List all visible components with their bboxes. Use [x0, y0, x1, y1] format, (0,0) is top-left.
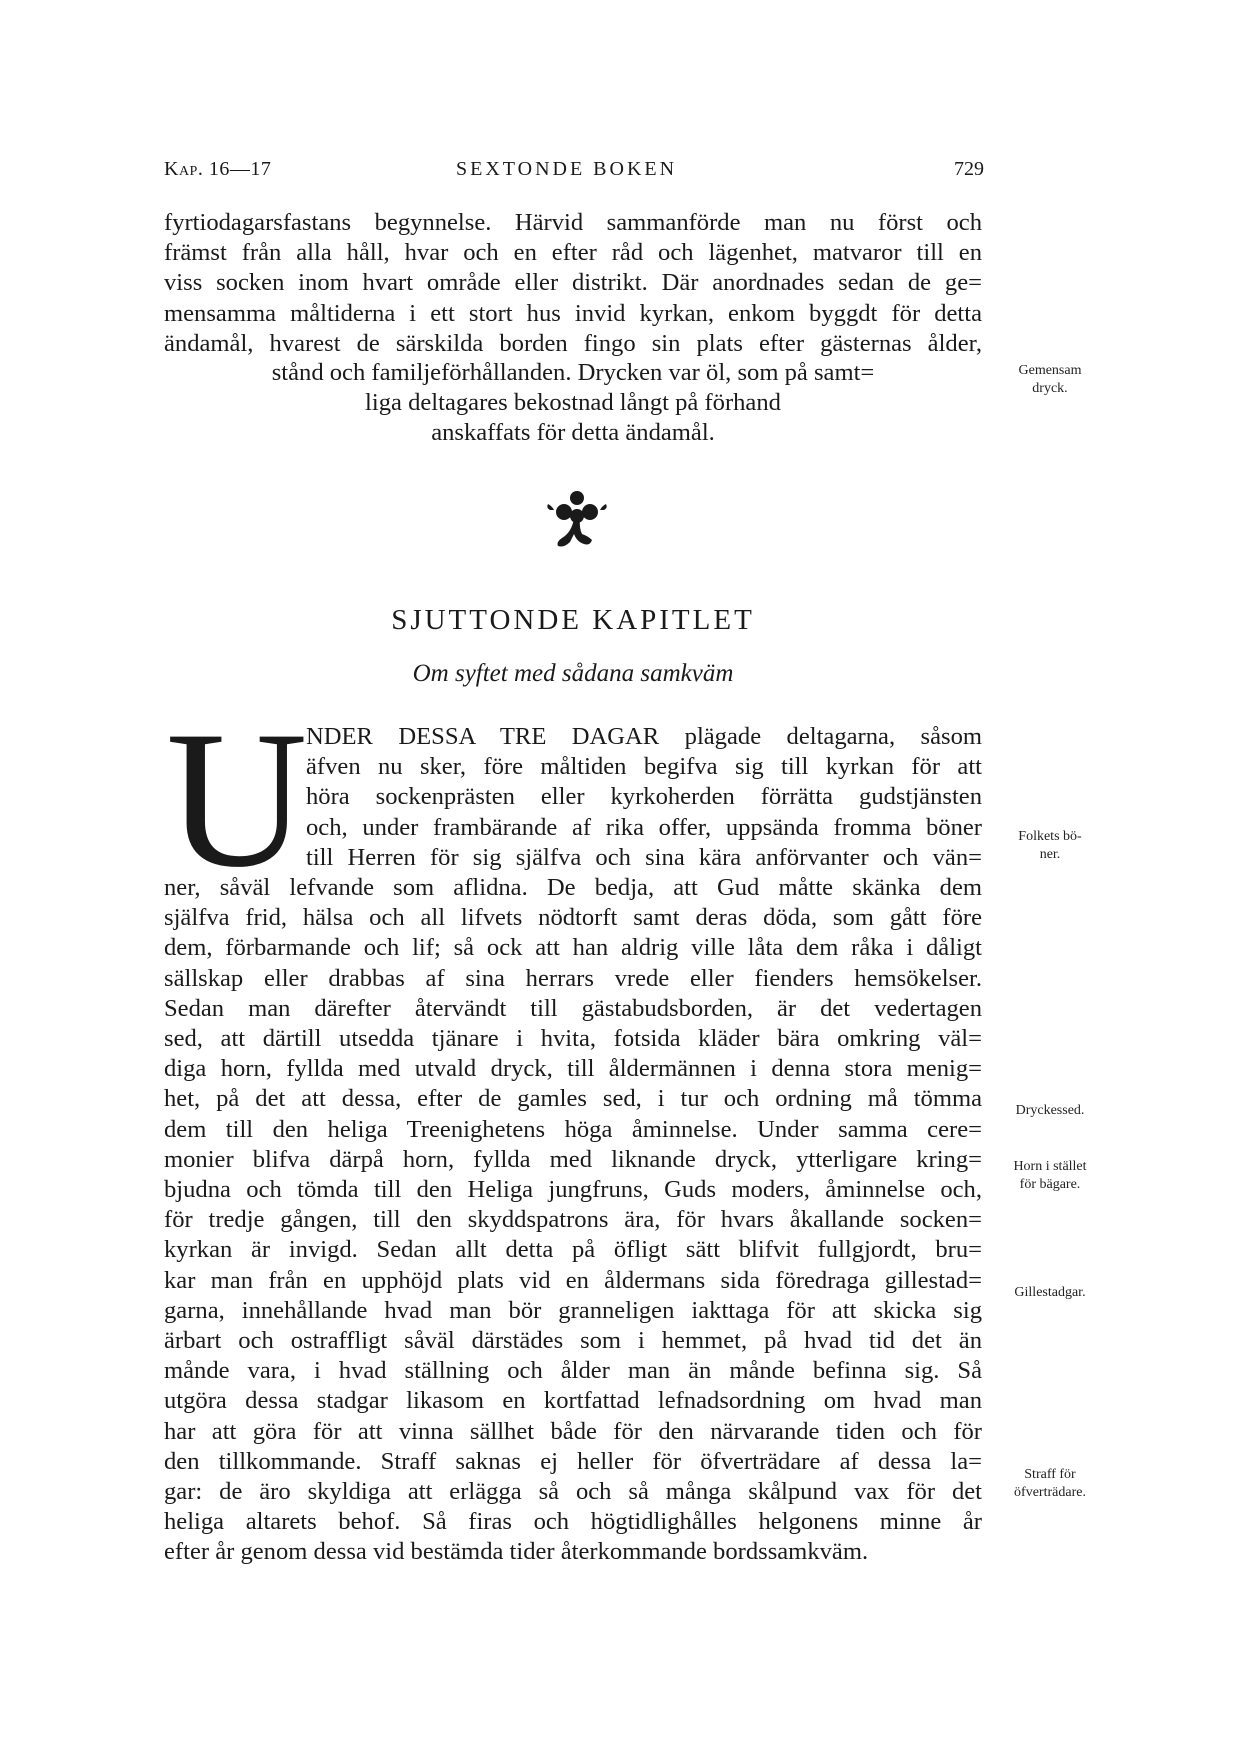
text-line: gar: de äro skyldiga att erlägga så och så många skålpund vax för det	[164, 1478, 982, 1506]
margin-note-horn	[990, 1158, 1110, 1194]
page-number: 729	[954, 158, 984, 180]
text-line: Sedan man därefter återvändt till gästabudsborden, är det vedertagen	[164, 994, 982, 1022]
text-line: het, på det att dessa, efter de gamles sed, i tur och ordning må tömma	[164, 1085, 982, 1113]
margin-note-line: dryck.	[1032, 381, 1068, 396]
margin-note-gillestadgar	[990, 1284, 1110, 1302]
chapter-title: SJUTTONDE KAPITLET	[391, 604, 755, 636]
fleuron-icon	[544, 488, 610, 554]
chapter-range: Kap. 16—17	[164, 158, 272, 180]
text-line: den tillkommande. Straff saknas ej heller för öfverträdare af dessa la=	[164, 1447, 982, 1475]
text-line: till Herren för sig själfva och sina kära anförvanter och vän=	[306, 843, 982, 871]
chapter-16-ending	[164, 208, 982, 359]
text-line: sed, att därtill utsedda tjänare i hvita, fotsida kläder bära omkring väl=	[164, 1025, 982, 1053]
text-line: kar man från en upphöjd plats vid en åldermans sida föredraga gillestad=	[164, 1266, 982, 1294]
text-line: efter år genom dessa vid bestämda tider återkommande bordssamkväm.	[164, 1538, 869, 1566]
text-line: liga deltagares bekostnad långt på förhand	[365, 389, 781, 417]
text-line: mensamma måltiderna i ett stort hus invid kyrkan, enkom byggdt för detta	[164, 299, 982, 327]
text-line: viss socken inom hvart område eller distrikt. Där anordnades sedan de ge=	[164, 269, 982, 297]
margin-note-line: Gillestadgar.	[1014, 1285, 1086, 1300]
chapter-17-body	[164, 722, 982, 1568]
text-line: ändamål, hvarest de särskilda borden fingo sin plats efter gästernas ålder,	[164, 329, 982, 357]
text-line: dem, förbarmande och lif; så ock att han aldrig ville låta dem råka i dåligt	[164, 934, 982, 962]
text-line: diga horn, fyllda med utvald dryck, till åldermännen i denna stora menig=	[164, 1055, 982, 1083]
chapter-subtitle: Om syftet med sådana samkväm	[412, 660, 734, 687]
text-line: själfva frid, hälsa och all lifvets nödtorft samt deras döda, som gått före	[164, 904, 982, 932]
margin-note-line: Straff för	[1024, 1467, 1076, 1482]
margin-note-line: Folkets bö-	[1018, 829, 1082, 844]
text-line: anskaffats för detta ändamål.	[431, 419, 715, 447]
margin-note-line: Gemensam	[1018, 363, 1082, 378]
opening-line	[164, 722, 982, 752]
margin-note-folkets	[990, 828, 1110, 864]
margin-note-line: öfverträdare.	[1014, 1485, 1086, 1500]
text-line: ner, såväl lefvande som aflidna. De bedja, att Gud måtte skänka dem	[164, 874, 982, 902]
margin-note-line: Dryckessed.	[1015, 1103, 1085, 1118]
text-line: bjudna och tömda till den Heliga jungfruns, Guds moders, åminnelse och,	[164, 1176, 982, 1204]
text-line: månde vara, i hvad ställning och ålder man än månde befinna sig. Så	[164, 1357, 982, 1385]
text-line: för tredje gången, till den skyddspatrons ära, för hvars åkallande socken=	[164, 1206, 982, 1234]
text-line: monier blifva därpå horn, fyllda med liknande dryck, ytterligare kring=	[164, 1145, 982, 1173]
text-line: har att göra för att vinna sällhet både för den närvarande tiden och för	[164, 1417, 982, 1445]
text-line: stånd och familjeförhållanden. Drycken var öl, som på samt=	[271, 359, 875, 386]
text-line: sällskap eller drabbas af sina herrars vrede eller fienders hemsökelser.	[164, 964, 982, 992]
opening-words: NDER DESSA TRE DAGAR	[306, 723, 660, 750]
text-line: och, under frambärande af rika offer, uppsända fromma böner	[306, 813, 982, 841]
margin-note-line: ner.	[1039, 847, 1061, 862]
drop-cap: U	[166, 691, 308, 908]
text-line: heliga altarets behof. Så firas och högtidlighålles helgonens minne år	[164, 1508, 982, 1536]
margin-note-straff	[990, 1466, 1110, 1502]
margin-note-gemensam	[990, 362, 1110, 398]
margin-note-line: för bägare.	[1019, 1177, 1081, 1192]
text-line: utgöra dessa stadgar likasom en kortfattad lefnadsordning om hvad man	[164, 1387, 982, 1415]
margin-note-line: Horn i stället	[1013, 1159, 1087, 1174]
text-line: fyrtiodagarsfastans begynnelse. Härvid sammanförde man nu först och	[164, 209, 982, 236]
text-line: garna, innehållande hvad man bör granneligen iakttaga för att skicka sig	[164, 1296, 982, 1324]
text-line: äfven nu sker, före måltiden begifva sig till kyrkan för att	[306, 753, 982, 781]
text-line: dem till den heliga Treenighetens höga åminnelse. Under samma cere=	[164, 1115, 982, 1143]
text-line: plägade deltagarna, såsom	[659, 723, 982, 750]
margin-note-dryckessed	[990, 1102, 1110, 1120]
text-line: höra sockenprästen eller kyrkoherden förrätta gudstjänsten	[306, 783, 982, 811]
text-line: främst från alla håll, hvar och en efter råd och lägenhet, matvaror till en	[164, 239, 982, 267]
text-line: ärbart och ostraffligt såväl därstädes som i hemmet, på hvad tid det än	[164, 1327, 982, 1355]
text-line: kyrkan är invigd. Sedan allt detta på öfligt sätt blifvit fullgjordt, bru=	[164, 1236, 982, 1264]
book-title: SEXTONDE BOKEN	[456, 158, 678, 180]
chapter-16-tail	[164, 358, 982, 449]
running-head	[164, 158, 984, 188]
